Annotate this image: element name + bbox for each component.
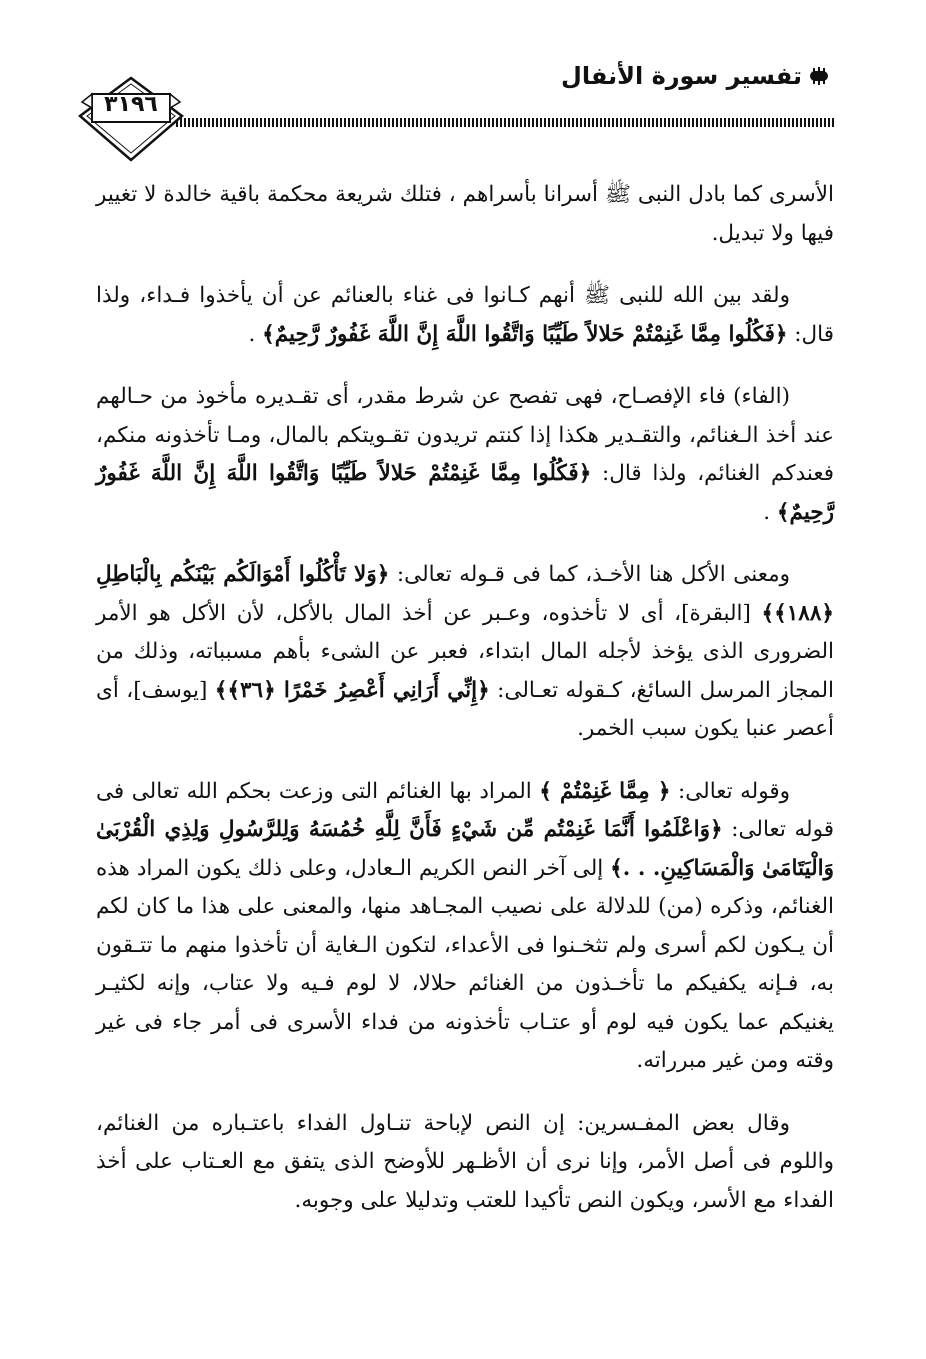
diamond-frame-icon xyxy=(76,76,186,164)
header-rule xyxy=(176,118,836,127)
page-number: ٣١٩٦ xyxy=(104,92,158,117)
text-run: . xyxy=(248,321,263,347)
chapter-title: تفسير سورة الأنفال xyxy=(561,62,802,90)
running-header xyxy=(561,62,830,90)
text-run: . xyxy=(763,499,777,525)
text-run: وقوله تعالى: xyxy=(670,778,790,804)
paragraph xyxy=(96,556,834,749)
paragraph xyxy=(96,773,834,1081)
text-run: إلى آخر النص الكريم الـعادل، وعلى ذلك يكون المراد هذه الغنائم، وذكره (من) للدلالة على نصيب المجـاهد منها، والمعنى على هذا ما كان لكم أن يـكون لكم أسرى ولم تثخـنوا فى الأعداء، لتكون الـغاية أن تأخذوا منهم ما تتـقون به، فـإنه يكفيكم ما تأخـذون من الغنائم حلالا، لا لوم فـيه ولا عتاب، وإنه لكثيـر يغنيكم عما يكون فيه لوم أو عتـاب تأخذونه من فداء الأسرى فى أمر جاء فى غير وقته ومن غير مبرراته. xyxy=(96,855,834,1073)
paragraph xyxy=(96,176,834,253)
text-run: (الفاء) فاء الإفصـاح، فهى تفصح عن شرط مقدر، أى تقـديره مأخوذ من حـالهم عند أخذ الـغنائم، والتقـدير هكذا إذا كنتم تريدون تقـويتكم بالمال، ومـا تأخذونه منكم، فعندكم الغنائم، ولذا قال: xyxy=(96,384,835,486)
text-run: [يوسف]، أى أعصر عنبا يكون سبب الخمر. xyxy=(96,677,834,741)
text-run: ولقد بين الله للنبى ﷺ أنهم كـانوا فى غناء بالعنائم عن أن يأخذوا فـداء، ولذا قال: xyxy=(96,283,834,347)
paragraph xyxy=(96,378,834,532)
quran-quote: ﴿ مِمَّا غَنِمْتُمْ ﴾ xyxy=(539,778,671,804)
quran-quote: ﴿وَلا تَأْكُلُوا أَمْوَالَكُم بَيْنَكُم بِالْبَاطِلِ ﴿١٨٨﴾﴾ xyxy=(96,562,834,626)
text-run: المراد بها الغنائم التى وزعت بحكم الله تعالى فى قوله تعالى: xyxy=(96,778,834,842)
paragraph xyxy=(96,1105,834,1221)
ornament-icon xyxy=(808,67,830,85)
quran-quote: ﴿وَاعْلَمُوا أَنَّمَا غَنِمْتُم مِّن شَيْءٍ فَأَنَّ لِلَّهِ خُمُسَهُ وَلِلرَّسُولِ وَلِذِي الْقُرْبَىٰ وَالْيَتَامَىٰ وَالْمَسَاكِينِ. . .﴾ xyxy=(96,817,834,881)
body-text xyxy=(96,176,834,1244)
quran-quote: ﴿فَكُلُوا مِمَّا غَنِمْتُمْ حَلالاً طَيِّبًا وَاتَّقُوا اللَّهَ إِنَّ اللَّهَ غَفُورٌ رَّحِيمٌ﴾ xyxy=(262,321,788,347)
text-run: ومعنى الأكل هنا الأخـذ، كما فى قـوله تعالى: xyxy=(389,562,790,587)
page-number-badge xyxy=(76,76,186,164)
text-run: الأسرى كما بادل النبى ﷺ أسرانا بأسراهم ، فتلك شريعة محكمة باقية خالدة لا تغيير فيها ولا تبديل. xyxy=(96,182,834,246)
text-run: [البقرة]، أى لا تأخذوه، وعـبر عن أخذ المال بالأكل، لأن الأكل هو الأمر الضرورى الذى يؤخذ لأجله المال ابتداء، فعبر عن الشىء بأهم مسبباته، وذلك من المجاز المرسل السائغ، كـقوله تعـالى: xyxy=(96,600,835,703)
text-run: وقال بعض المفـسرين: إن النص لإباحة تنـاول الفداء باعتـباره من الغنائم، واللوم فى أصل الأمر، وإنا نرى أن الأظـهر للأوضح الذى يتفق مع العـتاب على أخذ الفداء مع الأسر، ويكون النص تأكيدا للعتب وتدليلا على وجوبه. xyxy=(96,1110,834,1213)
quran-quote: ﴿فَكُلُوا مِمَّا غَنِمْتُمْ حَلالاً طَيِّبًا وَاتَّقُوا اللَّهَ إِنَّ اللَّهَ غَفُورٌ رَّحِيمٌ﴾ xyxy=(96,461,834,525)
quran-quote: ﴿إِنِّي أَرَانِي أَعْصِرُ خَمْرًا ﴿٣٦﴾﴾ xyxy=(214,677,490,703)
paragraph xyxy=(96,277,834,354)
